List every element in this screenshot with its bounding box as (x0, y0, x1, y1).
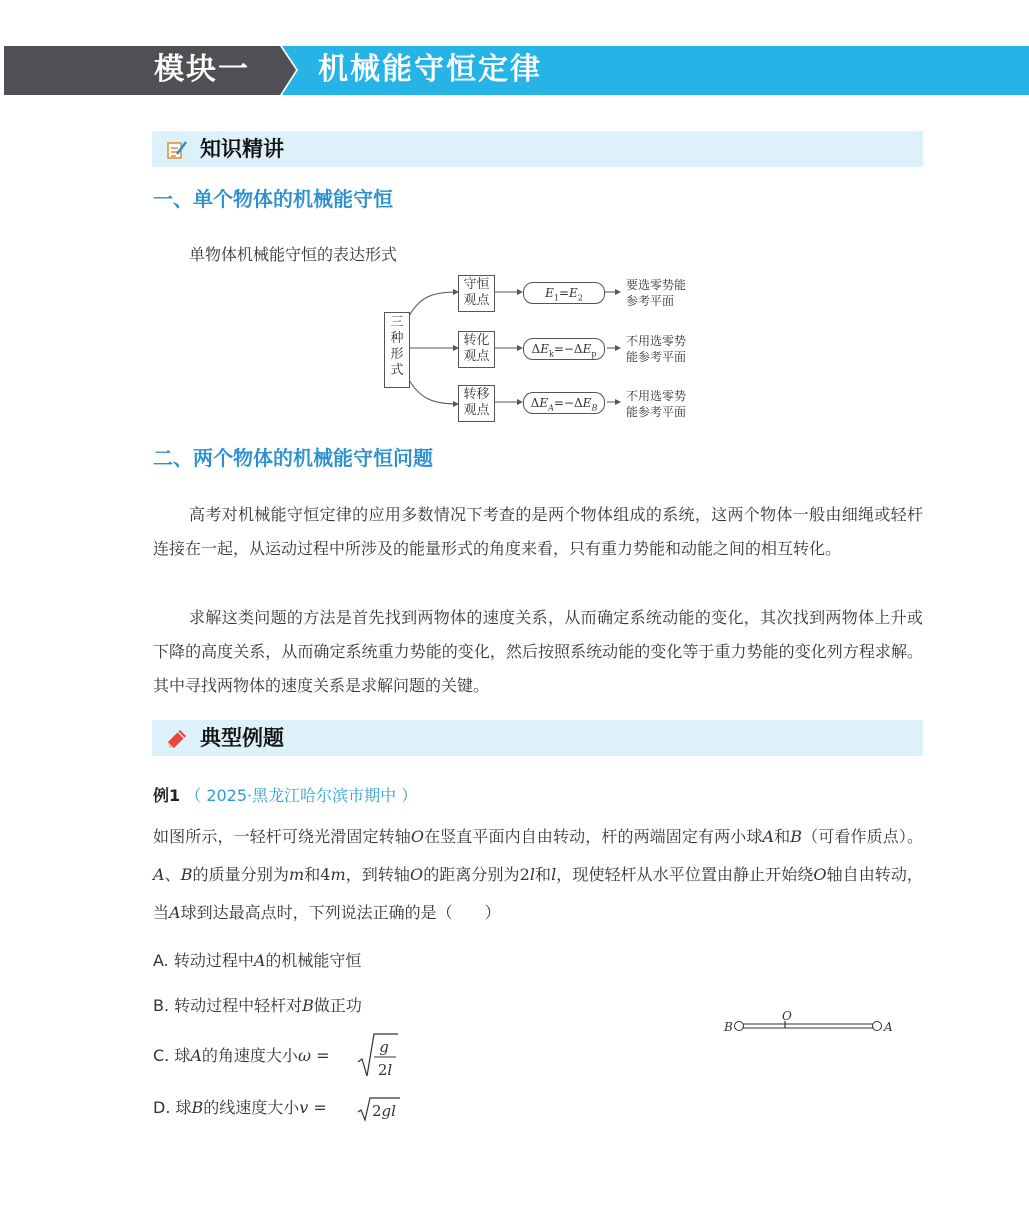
root-char: 三 (390, 315, 404, 330)
q-text: 的距离分别为 (423, 865, 520, 884)
q-symbol: B (180, 865, 193, 884)
option-c[interactable] (153, 1032, 393, 1080)
q-symbol: O (410, 865, 424, 884)
ball-a (873, 1022, 882, 1031)
module-label: 模块一 (154, 52, 250, 87)
view-box-transfer (458, 385, 495, 422)
q-text: 如图所示，一轻杆可绕光滑固定转轴 (153, 827, 411, 846)
denominator-l: l (387, 1061, 393, 1079)
formula-part: E (582, 342, 592, 356)
q-symbol: A (153, 865, 165, 884)
label-a: A (884, 1020, 893, 1034)
module-banner (4, 46, 1029, 95)
note-conservation (626, 277, 686, 309)
section-bar-examples (152, 720, 923, 756)
radicand-l: l (391, 1102, 396, 1120)
q-symbol: A (169, 903, 181, 922)
q-text: 、 (164, 865, 181, 884)
q-symbol: l (551, 865, 557, 884)
sqrt-fraction (356, 1032, 398, 1080)
option-text: C. 球 (153, 1046, 191, 1065)
option-symbol: A (190, 1046, 202, 1065)
option-a[interactable] (153, 949, 361, 973)
root-char: 形 (390, 347, 404, 362)
q-symbol: O (813, 865, 827, 884)
formula-part: E (539, 396, 549, 410)
option-text: 做正功 (313, 996, 362, 1015)
note-line: 能参考平面 (626, 350, 687, 364)
root-char: 式 (390, 363, 404, 378)
formula-sub: p (591, 349, 597, 359)
example-header (153, 784, 417, 808)
diagram-root-box (384, 312, 410, 388)
option-symbol: B (191, 1098, 204, 1117)
formula-part: E (540, 342, 549, 356)
view-text: 转化 (463, 333, 490, 348)
formula-part: =−Δ (553, 342, 583, 356)
q-symbol: B (790, 827, 803, 846)
option-text: D. 球 (153, 1098, 192, 1117)
formula-part: Δ (531, 342, 541, 356)
q-text: 和 (774, 827, 791, 846)
q-text: 的质量分别为 (192, 865, 289, 884)
note-line: 不用选零势 (626, 334, 687, 348)
fraction-denominator (378, 1061, 393, 1079)
denominator-two: 2 (377, 1061, 388, 1079)
radicand-g: g (381, 1102, 392, 1120)
heading-two-objects: 二、两个物体的机械能守恒问题 (153, 446, 433, 470)
label-o: O (782, 1009, 792, 1023)
formula-sub: A (548, 403, 554, 413)
note-line: 要选零势能 (626, 278, 687, 292)
q-symbol: m (288, 865, 305, 884)
q-symbol: l (529, 865, 535, 884)
fraction-numerator: g (379, 1038, 389, 1056)
option-b[interactable] (153, 994, 362, 1018)
rod-figure (718, 1005, 898, 1039)
section-title: 知识精讲 (200, 137, 284, 161)
example-source: （ 2025·黑龙江哈尔滨市期中 ） (185, 786, 418, 805)
formula-transfer (523, 392, 605, 414)
example-label: 例1 (153, 786, 181, 805)
section-title: 典型例题 (200, 726, 284, 750)
q-text: 和 (304, 865, 321, 884)
heading-single-object: 一、单个物体的机械能守恒 (153, 187, 393, 211)
note-line: 能参考平面 (626, 405, 687, 419)
section-bar-knowledge (152, 131, 923, 167)
pencil-icon (166, 728, 188, 750)
q-text: 和 (534, 865, 552, 884)
view-text: 转移 (463, 387, 490, 402)
q-symbol: A (762, 827, 775, 846)
formula-part: E (545, 286, 554, 300)
note-transformation (626, 333, 686, 365)
view-text: 观点 (463, 293, 490, 308)
view-box-conservation (458, 275, 495, 312)
ball-b (735, 1022, 744, 1031)
q-text: （可看作质点）。 (802, 827, 923, 846)
formula-part: Δ (530, 396, 540, 410)
option-text: A. 转动过程中 (153, 951, 254, 970)
paragraph-2: 求解这类问题的方法是首先找到两物体的速度关系，从而确定系统动能的变化，其次找到两物体上升或下降的高度关系，从而确定系统重力势能的变化，然后按照系统动能的变化等于重力势能的变化列方程求解。其中寻找两物体的速度关系是求解问题的关键。 (153, 608, 923, 695)
module-title: 机械能守恒定律 (318, 52, 542, 87)
example-question (153, 818, 923, 932)
view-box-transformation (458, 331, 495, 368)
formula-sub: 2 (577, 293, 583, 303)
q-text: 球到达最高点时，下列说法正确的是（ ） (180, 903, 501, 922)
q-symbol: O (410, 827, 424, 846)
view-text: 观点 (463, 349, 490, 364)
note-line: 不用选零势 (626, 389, 687, 403)
option-d[interactable] (153, 1096, 396, 1120)
formula-conservation (523, 282, 605, 304)
radicand-two: 2 (372, 1102, 382, 1120)
q-text: 轴自由转动，当 (153, 865, 923, 922)
diagram-caption: 单物体机械能守恒的表达形式 (189, 245, 398, 264)
formula-part: E (582, 396, 592, 410)
banner-left-block (4, 46, 296, 95)
option-equals: = (308, 1098, 327, 1117)
option-symbol: v (299, 1098, 309, 1117)
sqrt-expression (356, 1096, 400, 1122)
q-text: ，到转轴 (345, 865, 410, 884)
option-symbol: A (253, 951, 266, 970)
q-symbol: m (330, 865, 346, 884)
view-text: 观点 (463, 403, 490, 418)
formula-sub: 1 (553, 293, 559, 303)
q-number: 2 (519, 865, 530, 884)
option-text: 的机械能守恒 (265, 951, 362, 970)
sqrt-radicand (372, 1102, 396, 1120)
q-number: 4 (320, 865, 331, 884)
option-text: 的角速度大小 (201, 1046, 298, 1065)
view-text: 守恒 (463, 277, 490, 292)
formula-sub: B (591, 403, 598, 413)
paragraph-1: 高考对机械能守恒定律的应用多数情况下考查的是两个物体组成的系统，这两个物体一般由细绳或轻杆连接在一起，从运动过程中所涉及的能量形式的角度来看，只有重力势能和动能之间的相互转化。 (153, 505, 923, 558)
root-char: 种 (390, 331, 404, 346)
formula-transformation (523, 338, 605, 360)
formula-part: =−Δ (553, 396, 583, 410)
option-symbol: B (302, 996, 314, 1015)
option-equals: = (310, 1046, 330, 1065)
option-symbol: ω (297, 1046, 311, 1065)
option-text: 的线速度大小 (203, 1098, 300, 1117)
formula-sub: k (548, 349, 554, 359)
note-transfer (626, 388, 686, 420)
label-b: B (724, 1020, 733, 1034)
note-line: 参考平面 (626, 294, 675, 308)
formula-part: =E (558, 286, 578, 300)
q-text: ，现使轻杆从水平位置由静止开始绕 (556, 865, 814, 884)
q-text: 在竖直平面内自由转动，杆的两端固定有两小球 (423, 827, 763, 846)
notepad-pen-icon (166, 139, 188, 161)
option-text: B. 转动过程中轻杆对 (153, 996, 303, 1015)
